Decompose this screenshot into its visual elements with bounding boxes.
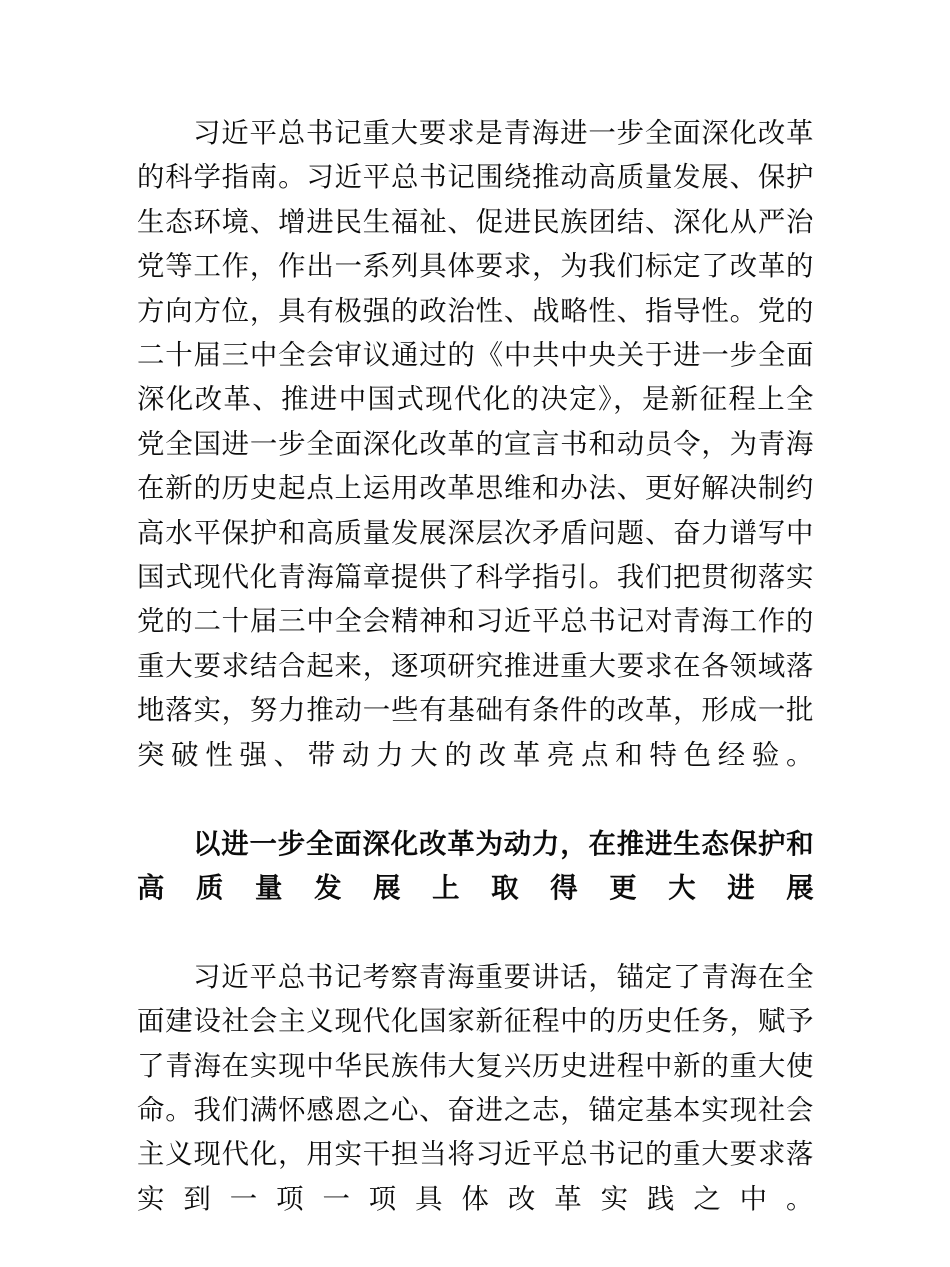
section-heading-1: 以进一步全面深化改革为动力，在推进生态保护和高质量发展上取得更大进展 — [137, 828, 814, 904]
paragraph-2: 习近平总书记考察青海重要讲话，锚定了青海在全面建设社会主义现代化国家新征程中的历史任务，赋予了青海在实现中华民族伟大复兴历史进程中新的重大使命。我们满怀感恩之心、奋进之志，锚定基本实现社会主义现代化，用实干担当将习近平总书记的重大要求落实到一项一项具体改革实践之中。 — [137, 961, 814, 1215]
paragraph-1: 习近平总书记重大要求是青海进一步全面深化改革的科学指南。习近平总书记围绕推动高质量发展、保护生态环境、增进民生福祉、促进民族团结、深化从严治党等工作，作出一系列具体要求，为我们标定了改革的方向方位，具有极强的政治性、战略性、指导性。党的二十届三中全会审议通过的《中共中央关于进一步全面深化改革、推进中国式现代化的决定》，是新征程上全党全国进一步全面深化改革的宣言书和动员令，为青海在新的历史起点上运用改革思维和办法、更好解决制约高水平保护和高质量发展深层次矛盾问题、奋力谱写中国式现代化青海篇章提供了科学指引。我们把贯彻落实党的二十届三中全会精神和习近平总书记对青海工作的重大要求结合起来，逐项研究推进重大要求在各领域落地落实，努力推动一些有基础有条件的改革，形成一批突破性强、带动力大的改革亮点和特色经验。 — [137, 118, 814, 771]
document-body — [137, 112, 814, 1267]
